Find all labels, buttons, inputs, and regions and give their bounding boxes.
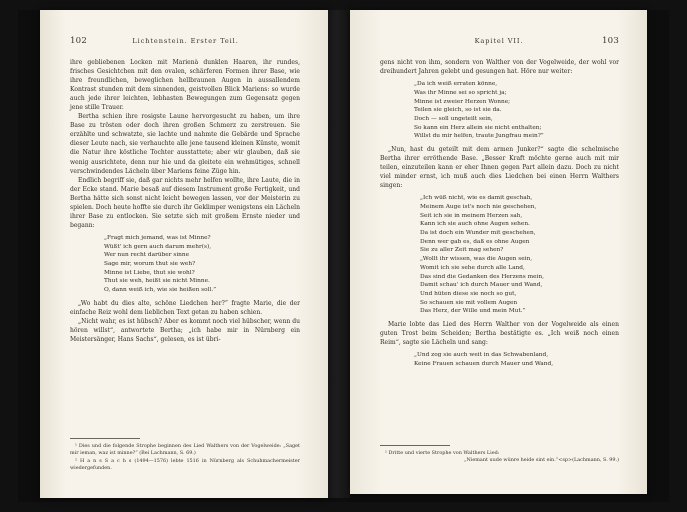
- verse-line: Seit ich sie in meinem Herzen sah,: [420, 212, 523, 219]
- verse-line: Was ihr Minne sei so spricht ja;: [414, 89, 507, 96]
- verse-line: Minne ist Liebe, thut sie wohl?: [104, 269, 195, 276]
- verse-line: Sage mir, worum thut sie weh?: [104, 261, 196, 267]
- paragraph: ihre gebliebenen Locken mit Marienà dunklen Haaren, ihr rundes, frisches Gesichtchen mit den ovalen, schärferen Formen ihrer Base, wie ihre freundlichen, beweglichen hellbraunen Augen in aussallendem Kontrast stunden mit dem sinnenden, geistvollen Blick Mariens: so wurde auch jede ihrer leichten, lebhasten Bewegungen zum Gegensatz gegen jene stille Trauer.: [70, 59, 300, 112]
- paragraph: „Nun, hast du geteilt mit dem armen Junker?“ sagte die schelmische Bertha ihrer erröthende Base. „Besser Kraft möchte gerne auch mit mir teilen, einzuteilen kann er eher Ihnen gegen Part allein dazu. Doch zu nicht viel minder ernst, ich muß auch dies Liedchen bei einen Herrn Walthers singen:: [380, 146, 619, 190]
- verse-line: Und hüten diese sie noch so gut,: [420, 290, 517, 297]
- left-page-body: [70, 58, 300, 344]
- verse-line: Wüßt' ich gern auch darum mehr(s),: [104, 243, 212, 250]
- verse-line: „Und zog sie auch weit in das Schwabenland,: [414, 352, 549, 359]
- paragraph: gens nicht von ihm, sondern von Walther von der Vogelweide, der wohl vor dreihundert Jahren gelebt und gesungen hat. Höre nur weiter:: [380, 59, 619, 76]
- paragraph: „Nicht wahr, es ist hübsch? Aber es kommt noch viel hübscher, wenn du hören willst“, antwortete Bertha; „ich habe mir in Nürnberg ein Meistersänger, Hans Sachs“, gelesen, es ist übri-: [70, 317, 300, 343]
- verse-line: „Fragt mich jemand, was ist Minne?: [104, 234, 211, 241]
- verse-line: Das Herz, der Wille und mein Mut.”: [420, 308, 526, 315]
- paragraph: Marie lobte das Lied des Herrn Walther von der Vogelweide als einen guten Trost beim Scheiden; Bertha bestätigte es. „Ich weiß noch einen Reim“, sagte sie Lächeln und sang:: [380, 321, 619, 347]
- book-gutter: [328, 10, 350, 498]
- verse-block: [70, 234, 300, 295]
- footnote: ¹ Dritte und vierte Strophe von Walthers Lied:: [385, 449, 500, 456]
- verse-line: „Wollt ihr wissen, was die Augen sein,: [420, 256, 533, 263]
- verse-line: Womit ich sie sehe durch alle Land,: [420, 264, 525, 271]
- verse-line: Teilen sie gleich, so ist sie da.: [414, 107, 502, 114]
- right-running-head: [380, 36, 619, 48]
- verse-line: „Da ich weiß erraten könne,: [414, 81, 498, 88]
- right-page: [350, 10, 647, 494]
- verse-line: Keine Frauen schauen durch Mauer und Wand,: [414, 360, 554, 367]
- footnote: ² H a n s S a c h s (1494—1576) lebte 1516 in Nürnberg als Schuhmachermeister wiedergefunden.: [70, 457, 300, 471]
- verse-line: Denn wer gab es, daß es ohne Augen: [420, 238, 530, 245]
- left-page-number: 102: [70, 36, 88, 46]
- left-page: [40, 10, 328, 498]
- footnote-rule: [380, 445, 450, 446]
- right-footnotes: [380, 439, 619, 464]
- verse-line: Meinem Auge ist's noch nie geschehen,: [420, 203, 537, 210]
- left-footnotes: [70, 432, 300, 472]
- paragraph: Endlich begriff sie, daß gar nichts mehr helfen wollte, ihre Laute, die in der Ecke stand. Marie besaß auf diesem Instrument große Fertigkeit, und Bertha hätte sich sonst nicht leicht bewegen lassen, vor der Meisterin zu spielen. Doch heute hoffte sie durch ihr Geklimper wenigstens ein Lächeln ihrer Base zu entlocken. Sie setzte sich mit großem Ernste nieder und begann:: [70, 176, 300, 229]
- verse-block: [380, 80, 619, 141]
- verse-line: Wer nun recht darüber sinne: [104, 252, 190, 259]
- verse-line: Sie zu aller Zeit mag sehen?: [420, 247, 504, 254]
- verse-line: Das sind die Gedanken des Herzens mein,: [420, 273, 544, 280]
- footnote-rule: [70, 438, 140, 439]
- verse-block: [380, 351, 619, 368]
- right-page-body: [380, 58, 619, 369]
- left-running-head: [70, 36, 300, 48]
- paragraph: Bertha schien ihre rosigste Laune hervorgesucht zu haben, um ihre Base zu trösten oder doch ihren großen Schmerz zu zerstreuen. Sie erzählte und schwatzte, sie lachte und nahmte die Gebärde und Sprache dieser Leute nach, sie verhauchte alle jene tausend kleinen Künste, womit die Natur ihre köstliche Tochter ausstattete; aber wir glauben, daß sie wenig ausrichtete, denn nur hie und da gleitete ein wehmütiges, schnell verschwindendes Lächeln über Mariens feine Züge hin.: [70, 113, 300, 175]
- paragraph: „Wo habt du dies alte, schöne Liedchen her?” fragte Marie, die der einfache Reiz wohl dem lieblichen Text getan zu haben schien.: [70, 299, 300, 316]
- verse-line: Da ist doch ein Wunder mit geschehen,: [420, 230, 536, 237]
- open-book: [18, 10, 669, 502]
- right-running-title: Kapitel VII.: [474, 37, 524, 45]
- left-running-title: Lichtenstein. Erster Teil.: [132, 37, 239, 45]
- verse-line: So schauen sie mit vollem Augen: [420, 299, 518, 306]
- verse-line: So kann ein Herz allein sie nicht enthalten;: [414, 124, 542, 131]
- right-page-number: 103: [601, 36, 619, 46]
- verse-line: Doch — soll ungeteilt sein,: [414, 115, 493, 122]
- verse-line: Thut sie weh, heißt sie nicht Minne.: [104, 278, 210, 285]
- verse-line: Willst du mir helfen, traute Jungfrau mein?”: [414, 133, 544, 140]
- verse-line: „Ich wüß nicht, wie es damit geschah,: [420, 195, 533, 202]
- verse-block: [380, 194, 619, 316]
- verse-line: Minne ist zweier Herzen Wonne;: [414, 98, 511, 105]
- verse-line: Damit schau' ich durch Mauer und Wand,: [420, 282, 543, 289]
- footnote: „Niemant uude wünre heide sint ein.“<sp>(Lachmann, S. 99.): [464, 456, 619, 463]
- verse-line: Kann ich sie auch ohne Augen sehen.: [420, 221, 530, 228]
- verse-line: O, dann weiß ich, wie sie heißen soll.”: [104, 287, 217, 294]
- footnote: ¹ Dies und die folgende Strophe beginnen des Lied Walthers von der Vogelweide: „Saget mir ieman, waz ist minne?“ (Bei Lachmann, S. 69.): [70, 443, 300, 457]
